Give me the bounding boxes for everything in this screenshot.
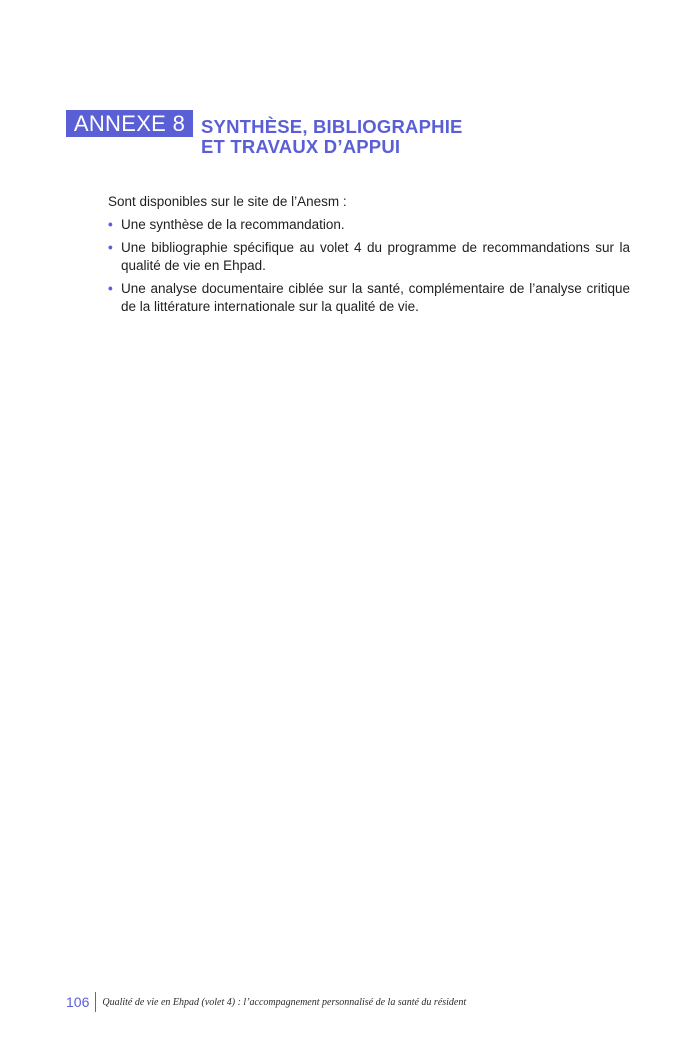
intro-text: Sont disponibles sur le site de l’Anesm : — [108, 194, 347, 209]
annex-body — [108, 193, 630, 321]
list-item-text: Une analyse documentaire ciblée sur la santé, complémentaire de l’analyse critique de la littérature internationale sur la qualité de vie. — [121, 281, 630, 314]
page-footer — [66, 992, 466, 1012]
list-item — [108, 239, 630, 275]
bullet-icon: • — [108, 240, 113, 255]
list-item — [108, 280, 630, 316]
annex-badge: ANNEXE 8 — [66, 110, 193, 137]
annex-title-line-2: ET TRAVAUX D’APPUI — [201, 136, 401, 157]
running-title: Qualité de vie en Ehpad (volet 4) : l’accompagnement personnalisé de la santé du résident — [102, 996, 467, 1008]
resource-list — [108, 216, 630, 316]
bullet-icon: • — [108, 281, 113, 296]
annex-title — [201, 117, 621, 157]
annex-title-line-1: SYNTHÈSE, BIBLIOGRAPHIE — [201, 116, 463, 137]
page-number: 106 — [66, 992, 96, 1012]
list-item — [108, 216, 630, 234]
bullet-icon: • — [108, 217, 113, 232]
list-item-text: Une synthèse de la recommandation. — [121, 217, 345, 232]
list-item-text: Une bibliographie spécifique au volet 4 du programme de recommandations sur la qualité de vie en Ehpad. — [121, 240, 630, 273]
